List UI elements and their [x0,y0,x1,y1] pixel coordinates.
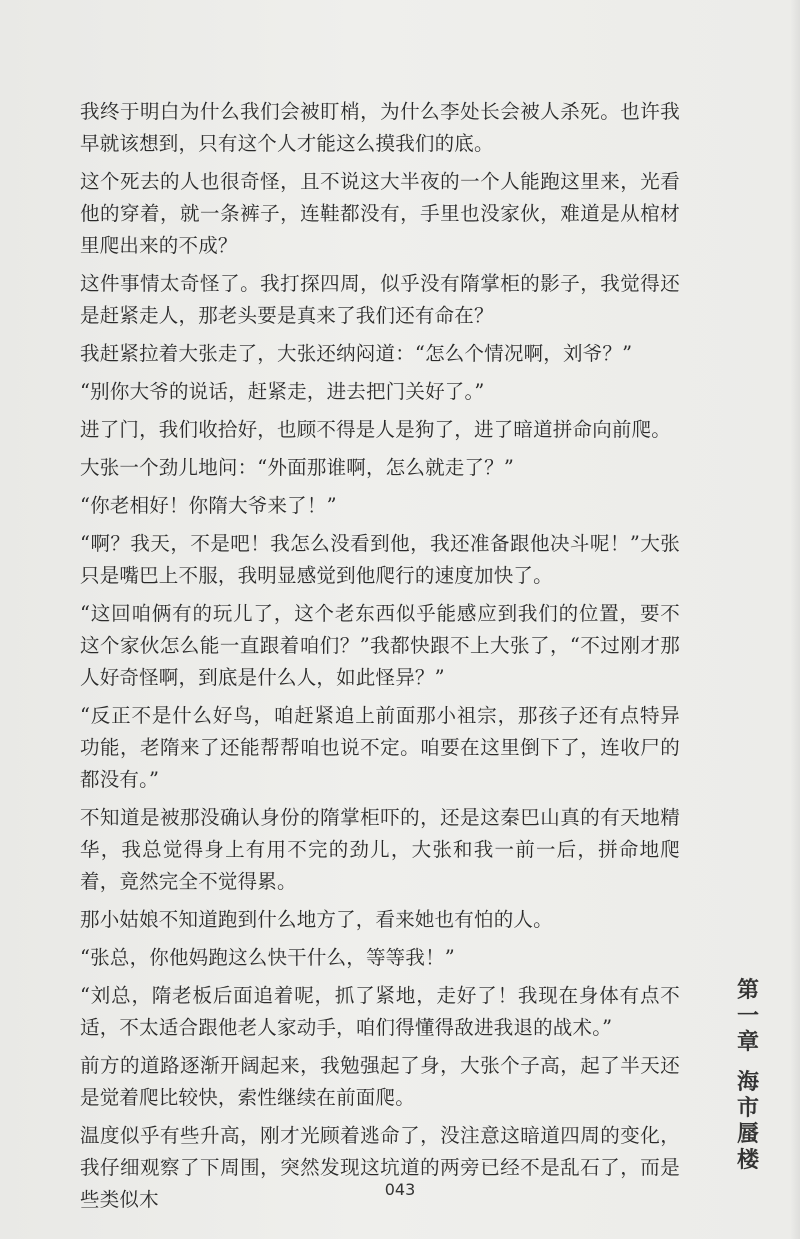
body-text [80,96,680,1222]
paragraph: 这件事情太奇怪了。我打探四周，似乎没有隋掌柜的影子，我觉得还是赶紧走人，那老头要是真来了我们还有命在？ [80,272,680,327]
page-gutter-shadow [790,0,800,1239]
page-number: 043 [384,1180,416,1199]
chapter-title-char: 海 [736,1070,759,1095]
paragraph: “啊？我天，不是吧！我怎么没看到他，我还准备跟他决斗呢！”大张只是嘴巴上不服，我明显感觉到他爬行的速度加快了。 [80,532,680,587]
paragraph: “刘总，隋老板后面追着呢，抓了紧地，走好了！我现在身体有点不适，不太适合跟他老人家动手，咱们得懂得敌进我退的战术。” [80,984,680,1039]
paragraph: “张总，你他妈跑这么快干什么，等等我！” [80,946,455,969]
chapter-marker [728,978,768,1174]
paragraph: “反正不是什么好鸟，咱赶紧追上前面那小祖宗，那孩子还有点特异功能，老隋来了还能帮帮咱也说不定。咱要在这里倒下了，连收尸的都没有。” [80,704,680,791]
chapter-ordinal-char: 一 [736,1004,759,1029]
chapter-title-char: 蜃 [736,1122,759,1147]
paragraph: 这个死去的人也很奇怪，且不说这大半夜的一个人能跑这里来，光看他的穿着，就一条裤子，连鞋都没有，手里也没家伙，难道是从棺材里爬出来的不成？ [80,170,680,257]
paragraph: 我终于明白为什么我们会被盯梢，为什么李处长会被人杀死。也许我早就该想到，只有这个人才能这么摸我们的底。 [80,100,680,155]
paragraph: “这回咱俩有的玩儿了，这个老东西似乎能感应到我们的位置，要不这个家伙怎么能一直跟着咱们？”我都快跟不上大张了，“不过刚才那人好奇怪啊，到底是什么人，如此怪异？” [80,602,680,689]
paragraph: “别你大爷的说话，赶紧走，进去把门关好了。” [80,380,485,403]
paragraph: 温度似乎有些升高，刚才光顾着逃命了，没注意这暗道四周的变化，我仔细观察了下周围，突然发现这坑道的两旁已经不是乱石了，而是些类似木 [80,1124,680,1211]
chapter-title-char: 楼 [736,1148,759,1173]
paragraph: 我赶紧拉着大张走了，大张还纳闷道：“怎么个情况啊，刘爷？” [80,342,633,365]
chapter-ordinal-char: 第 [736,978,759,1003]
paragraph: 那小姑娘不知道跑到什么地方了，看来她也有怕的人。 [80,908,553,931]
paragraph: 大张一个劲儿地问：“外面那谁啊，怎么就走了？” [80,456,515,479]
paragraph: 前方的道路逐渐开阔起来，我勉强起了身，大张个子高，起了半天还是觉着爬比较快，索性继续在前面爬。 [80,1054,680,1109]
paragraph: 进了门，我们收拾好，也顾不得是人是狗了，进了暗道拼命向前爬。 [80,418,672,441]
chapter-title-char: 市 [736,1096,759,1121]
paragraph: 不知道是被那没确认身份的隋掌柜吓的，还是这秦巴山真的有天地精华，我总觉得身上有用不完的劲儿，大张和我一前一后，拼命地爬着，竟然完全不觉得累。 [80,806,680,893]
chapter-ordinal-char: 章 [736,1030,759,1055]
paragraph: “你老相好！你隋大爷来了！” [80,494,337,517]
